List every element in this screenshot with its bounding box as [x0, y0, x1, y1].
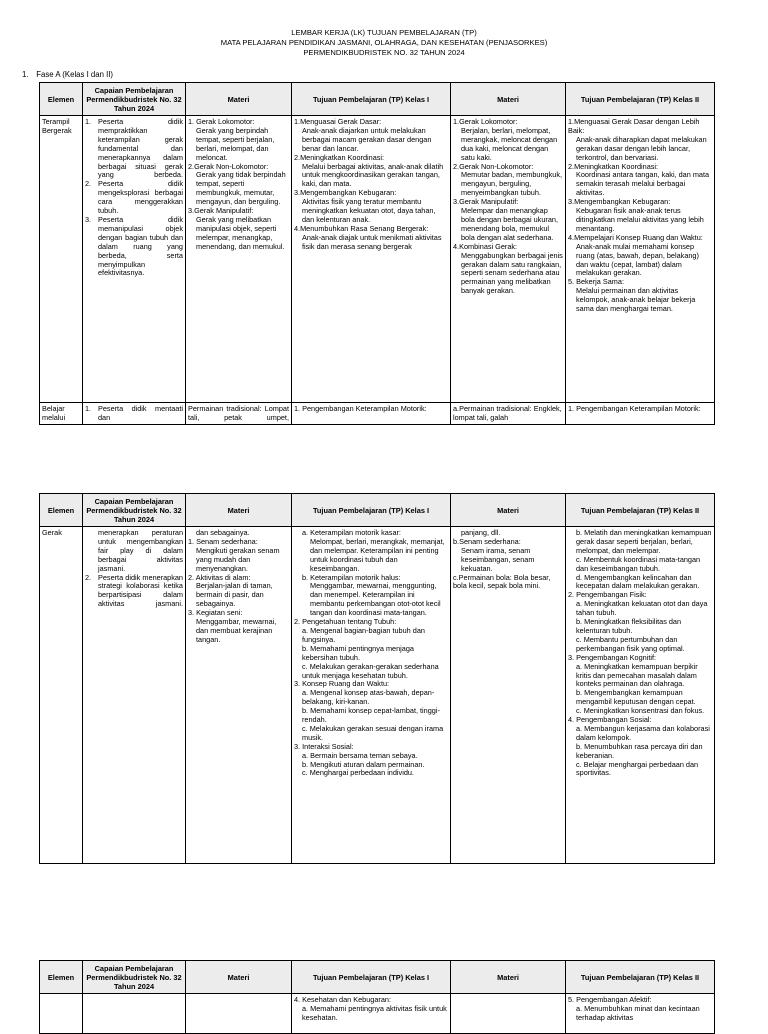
cell-elemen [40, 994, 83, 1034]
list-item: Anak-anak diajarkan untuk melakukan berbagai macam gerakan dasar dengan benar dan lancar. [302, 125, 432, 153]
cell-tp-kelas-2 [566, 527, 715, 864]
list-item: a. Meningkatkan kekuatan otot dan daya tahan tubuh. [576, 599, 708, 618]
header-materi-2: Materi [451, 961, 566, 994]
list-item: Melalui permainan dan aktivitas kelompok, anak-anak belajar bekerja sama dan menghargai teman. [576, 286, 696, 314]
list-heading: 5. Bekerja Sama: [568, 277, 624, 287]
cp-item-number: 2. [85, 179, 92, 189]
list-item: b. Keterampilan motorik halus: [302, 572, 401, 582]
cell-tp-kelas-1 [292, 527, 451, 864]
list-item: b. Memahami konsep cepat-lambat, tinggi-rendah. [302, 706, 440, 725]
tp-table-page-2 [39, 493, 715, 864]
cell-materi-1 [186, 403, 292, 425]
cp-item [85, 216, 183, 278]
cell-elemen: Belajar melalui [40, 403, 83, 425]
list-item: b. Mengikuti aturan dalam permainan. [302, 759, 425, 769]
cell-capaian [83, 116, 186, 403]
list-heading: 3. Interaksi Sosial: [294, 741, 354, 751]
cell-capaian [83, 527, 186, 864]
cell-tp-kelas-2 [566, 403, 715, 425]
cp-item [85, 405, 183, 423]
header-capaian: Capaian Pembelajaran Permendikbudristek No. 32 Tahun 2024 [83, 961, 186, 994]
list-item: a. Memahami pentingnya aktivitas fisik untuk kesehatan. [302, 1003, 447, 1022]
header-tp-kelas-2: Tujuan Pembelajaran (TP) Kelas II [566, 494, 715, 527]
list-item: Aktivitas fisik yang teratur membantu meningkatkan kekuatan otot, daya tahan, dan kelenturan anak. [302, 197, 436, 224]
cp-item-number: 3. [85, 214, 92, 224]
list-heading: 2. Aktivitas di alam: [188, 572, 251, 582]
header-materi-2: Materi [451, 83, 566, 116]
cell-materi-1 [186, 527, 292, 864]
list-item: Senam irama, senam keseimbangan, senam kekuatan. [461, 545, 535, 573]
cell-tp-kelas-1 [292, 116, 451, 403]
list-item: b. Meningkatkan fleksibilitas dan kelenturan tubuh. [576, 617, 682, 635]
list-item: Gerak yang berpindah tempat, seperti berjalan, berlari, melompat, dan meloncat. [196, 125, 275, 162]
tp-table-page-3 [39, 960, 715, 1034]
list-item: b. Mengembangkan kemampuan mengambil keputusan dengan cepat. [576, 688, 696, 707]
header-elemen: Elemen [40, 83, 83, 116]
cell-tp-kelas-2 [566, 994, 715, 1034]
list-heading: 2.Gerak Non-Lokomotor: [188, 161, 269, 171]
list-item: a.Permainan tradisional: Engklek, lompat tali, galah [453, 404, 562, 422]
header-tp-kelas-1: Tujuan Pembelajaran (TP) Kelas I [292, 494, 451, 527]
cell-elemen: Terampil Bergerak [40, 116, 83, 403]
header-tp-kelas-1: Tujuan Pembelajaran (TP) Kelas I [292, 961, 451, 994]
cp-item-text: Peserta didik mentaati dan [98, 404, 183, 422]
list-item: Mengikuti gerakan senam yang mudah dan menyenangkan. [196, 545, 280, 573]
cp-item-number: 1. [85, 404, 92, 413]
list-item: 1. Pengembangan Keterampilan Motorik: [568, 404, 701, 413]
list-item: a. Membangun kerjasama dan kolaborasi dalam kelompok. [576, 723, 710, 742]
list-heading: 2.Meningkatkan Koordinasi: [294, 152, 385, 162]
cell-materi-1 [186, 116, 292, 403]
header-elemen: Elemen [40, 494, 83, 527]
section-fase-a: 1. Fase A (Kelas I dan II) [22, 70, 114, 79]
cell-materi-2 [451, 116, 566, 403]
cp-item-number: 1. [85, 117, 92, 126]
cp-item-number [85, 529, 98, 574]
list-item: a. Mengenal konsep atas-bawah, depan-belakang, kiri-kanan. [302, 688, 435, 707]
cp-item-text: menerapkan peraturan untuk mengembangkan fair play di dalam berbagai aktivitas jasmani. [98, 528, 183, 573]
list-heading: 3.Gerak Manipulatif: [188, 206, 254, 216]
cp-item [85, 529, 183, 574]
list-item: c. Meningkatkan konsentrasi dan fokus. [576, 706, 705, 716]
list-item: a. Bermain bersama teman sebaya. [302, 750, 418, 760]
list-heading: 2. Pengetahuan tentang Tubuh: [294, 617, 397, 627]
list-item: Kebugaran fisik anak-anak terus ditingkatkan melalui aktivitas yang lebih menantang. [576, 206, 704, 233]
list-item: Menggabungkan berbagai jenis gerakan dalam satu rangkaian, seperti senam sederhana atau permainan yang melibatkan banyak gerakan. [461, 250, 563, 296]
header-tp-kelas-2: Tujuan Pembelajaran (TP) Kelas II [566, 961, 715, 994]
list-item: Permainan tradisional: Lompat tali, petak umpet, [188, 404, 289, 422]
list-item: Gerak yang tidak berpindah tempat, seperti membungkuk, memutar, mengayun, dan berguling. [196, 170, 286, 207]
doc-title-line-3: PERMENDIKBUDRISTEK NO. 32 TAHUN 2024 [303, 48, 465, 57]
list-item: Koordinasi antara tangan, kaki, dan mata semakin terasah melalui berbagai aktivitas. [576, 170, 710, 198]
list-item: Anak-anak mulai memahami konsep ruang (atas, bawah, depan, belakang) dan waktu (cepat, lambat) dalam melakukan gerakan. [576, 241, 699, 278]
list-heading: 1. Gerak Lokomotor: [188, 117, 255, 126]
list-item: c. Belajar menghargai perbedaan dan sportivitas. [576, 759, 699, 778]
cp-item-text: Peserta didik mempraktikkan keterampilan gerak fundamental dan menerapkannya dalam berbagai situasi gerak yang berbeda. [98, 117, 183, 180]
list-item: panjang, dll. [461, 528, 501, 537]
list-item: dan sebagainya. [196, 528, 250, 537]
header-materi-1: Materi [186, 83, 292, 116]
list-heading: 3. Kegiatan seni: [188, 608, 243, 618]
list-heading: 2.Meningkatkan Koordinasi: [568, 161, 659, 171]
cp-item [85, 574, 183, 610]
header-capaian: Capaian Pembelajaran Permendikbudristek No. 32 Tahun 2024 [83, 83, 186, 116]
list-heading: 4.Kombinasi Gerak: [453, 241, 518, 251]
list-heading: 4.Mempelajari Konsep Ruang dan Waktu: [568, 232, 703, 242]
list-item: c. Melakukan gerakan-gerakan sederhana untuk menjaga kesehatan tubuh. [302, 661, 439, 680]
list-heading: 2.Gerak Non-Lokomotor: [453, 161, 534, 171]
list-heading: 4. Kesehatan dan Kebugaran: [294, 995, 391, 1004]
list-item: Anak-anak diajak untuk menikmati aktivitas fisik dan merasa senang bergerak [302, 232, 442, 251]
list-item: c. Membantu pertumbuhan dan perkembangan fisik yang optimal. [576, 634, 685, 653]
cell-tp-kelas-1 [292, 994, 451, 1034]
cell-capaian [83, 994, 186, 1034]
table-row [40, 116, 715, 403]
cp-item-text: Peserta didik memanipulasi objek dengan bagian tubuh dan dalam ruang yang berbeda, serta menyimpulkan efektivitasnya. [98, 214, 183, 278]
list-item: Gerak yang melibatkan manipulasi objek, seperti melempar, menangkap, menendang, dan memukul. [196, 214, 285, 251]
list-item: 1. Pengembangan Keterampilan Motorik: [294, 404, 427, 413]
list-heading: 3.Gerak Manipulatif: [453, 197, 519, 207]
header-materi-1: Materi [186, 494, 292, 527]
header-materi-1: Materi [186, 961, 292, 994]
table-row [40, 527, 715, 864]
list-item: b. Menumbuhkan rasa percaya diri dan keberanian. [576, 741, 703, 760]
cell-tp-kelas-2 [566, 116, 715, 403]
list-heading: 1.Menguasai Gerak Dasar: [294, 117, 382, 126]
list-item: Melompat, berlari, merangkak, memanjat, dan melempar. Keterampilan ini penting untuk koordinasi tubuh dan keseimbangan. [310, 536, 445, 573]
list-heading: 4.Menumbuhkan Rasa Senang Bergerak: [294, 223, 429, 233]
list-heading: 3. Konsep Ruang dan Waktu: [294, 679, 390, 689]
list-heading: 3.Mengembangkan Kebugaran: [568, 197, 671, 207]
list-heading: 1. Senam sederhana: [188, 536, 258, 546]
cp-item [85, 180, 183, 216]
list-heading: 5. Pengembangan Afektif: [568, 995, 652, 1004]
cell-tp-kelas-1 [292, 403, 451, 425]
list-item: a. Menumbuhkan minat dan kecintaan terhadap aktivitas [576, 1003, 700, 1022]
list-heading: c.Permainan bola: Bola besar, bola kecil, sepak bola mini. [453, 572, 551, 591]
list-item: Menggambar, mewarnai, menggunting, dan menempel. Keterampilan ini membantu perkembangan otot-otot kecil tangan dan koordinasi mata-tangan. [310, 581, 441, 618]
list-item: Melempar dan menangkap bola dengan berbagai ukuran, menendang bola, memukul bola dengan alat sederhana. [461, 206, 558, 242]
list-heading: b.Senam sederhana: [453, 536, 521, 546]
header-elemen: Elemen [40, 961, 83, 994]
list-item: Berjalan, berlari, melompat, merangkak, meloncat dengan dua kaki, meloncat dengan satu kaki. [461, 125, 558, 162]
list-item: a. Meningkatkan kemampuan berpikir kritis dan pemecahan masalah dalam konteks permainan dan olahraga. [576, 661, 698, 689]
list-heading: 1.Menguasai Gerak Dasar dengan Lebih Baik: [568, 117, 700, 135]
list-heading: 3.Mengembangkan Kebugaran: [294, 188, 397, 198]
header-tp-kelas-2: Tujuan Pembelajaran (TP) Kelas II [566, 83, 715, 116]
list-item: Berjalan-jalan di taman, bermain di pasir, dan sebagainya. [196, 581, 273, 609]
list-item: a. Mengenal bagian-bagian tubuh dan fungsinya. [302, 625, 425, 644]
list-item: Memutar badan, membungkuk, mengayun, berguling, menyeimbangkan tubuh. [461, 170, 562, 198]
cp-item [85, 118, 183, 180]
cell-capaian [83, 403, 186, 425]
header-materi-2: Materi [451, 494, 566, 527]
list-item: b. Memahami pentingnya menjaga kebersihan tubuh. [302, 643, 414, 662]
cell-materi-2 [451, 527, 566, 864]
list-heading: 1.Gerak Lokomotor: [453, 117, 518, 126]
list-item: c. Melakukan gerakan sesuai dengan irama musik. [302, 723, 444, 742]
list-item: c. Menghargai perbedaan individu. [302, 768, 414, 778]
cell-materi-2 [451, 994, 566, 1034]
list-heading: 2. Pengembangan Fisik: [568, 590, 647, 600]
list-item: Anak-anak diharapkan dapat melakukan gerakan dasar dengan lebih lancar, terkontrol, dan bervariasi. [576, 134, 707, 162]
list-item: d. Mengembangkan kelincahan dan kecepatan dalam melakukan gerakan. [576, 572, 700, 591]
table-row [40, 403, 715, 425]
list-heading: 3. Pengembangan Kognitif: [568, 652, 657, 662]
cp-item-text: Peserta didik menerapkan strategi kolaborasi ketika berpartisipasi dalam aktivitas jasmani. [98, 572, 183, 609]
header-tp-kelas-1: Tujuan Pembelajaran (TP) Kelas I [292, 83, 451, 116]
cell-materi-1 [186, 994, 292, 1034]
table-row [40, 994, 715, 1034]
list-item: Melalui berbagai aktivitas, anak-anak dilatih untuk mengkoordinasikan gerakan tangan, kaki, dan mata. [302, 161, 444, 189]
cp-item-text: Peserta didik mengeksplorasi berbagai cara menggerakkan tubuh. [98, 179, 183, 216]
list-item: Menggambar, mewarnai, dan membuat kerajinan tangan. [196, 617, 277, 644]
list-item: b. Melatih dan meningkatkan kemampuan gerak dasar seperti berjalan, berlari, melompat, dan melempar. [576, 528, 712, 555]
cell-materi-2 [451, 403, 566, 425]
doc-title-line-2: MATA PELAJARAN PENDIDIKAN JASMANI, OLAHRAGA, DAN KESEHATAN (PENJASORKES) [220, 38, 548, 47]
header-capaian: Capaian Pembelajaran Permendikbudristek No. 32 Tahun 2024 [83, 494, 186, 527]
tp-table-page-1 [39, 82, 715, 425]
cp-item-number: 2. [85, 572, 92, 582]
list-item: c. Membentuk koordinasi mata-tangan dan keseimbangan tubuh. [576, 554, 701, 573]
list-heading: 4. Pengembangan Sosial: [568, 715, 652, 725]
cell-elemen: Gerak [40, 527, 83, 864]
doc-title-line-1: LEMBAR KERJA (LK) TUJUAN PEMBELAJARAN (TP) [291, 28, 477, 37]
list-item: a. Keterampilan motorik kasar: [302, 528, 401, 537]
